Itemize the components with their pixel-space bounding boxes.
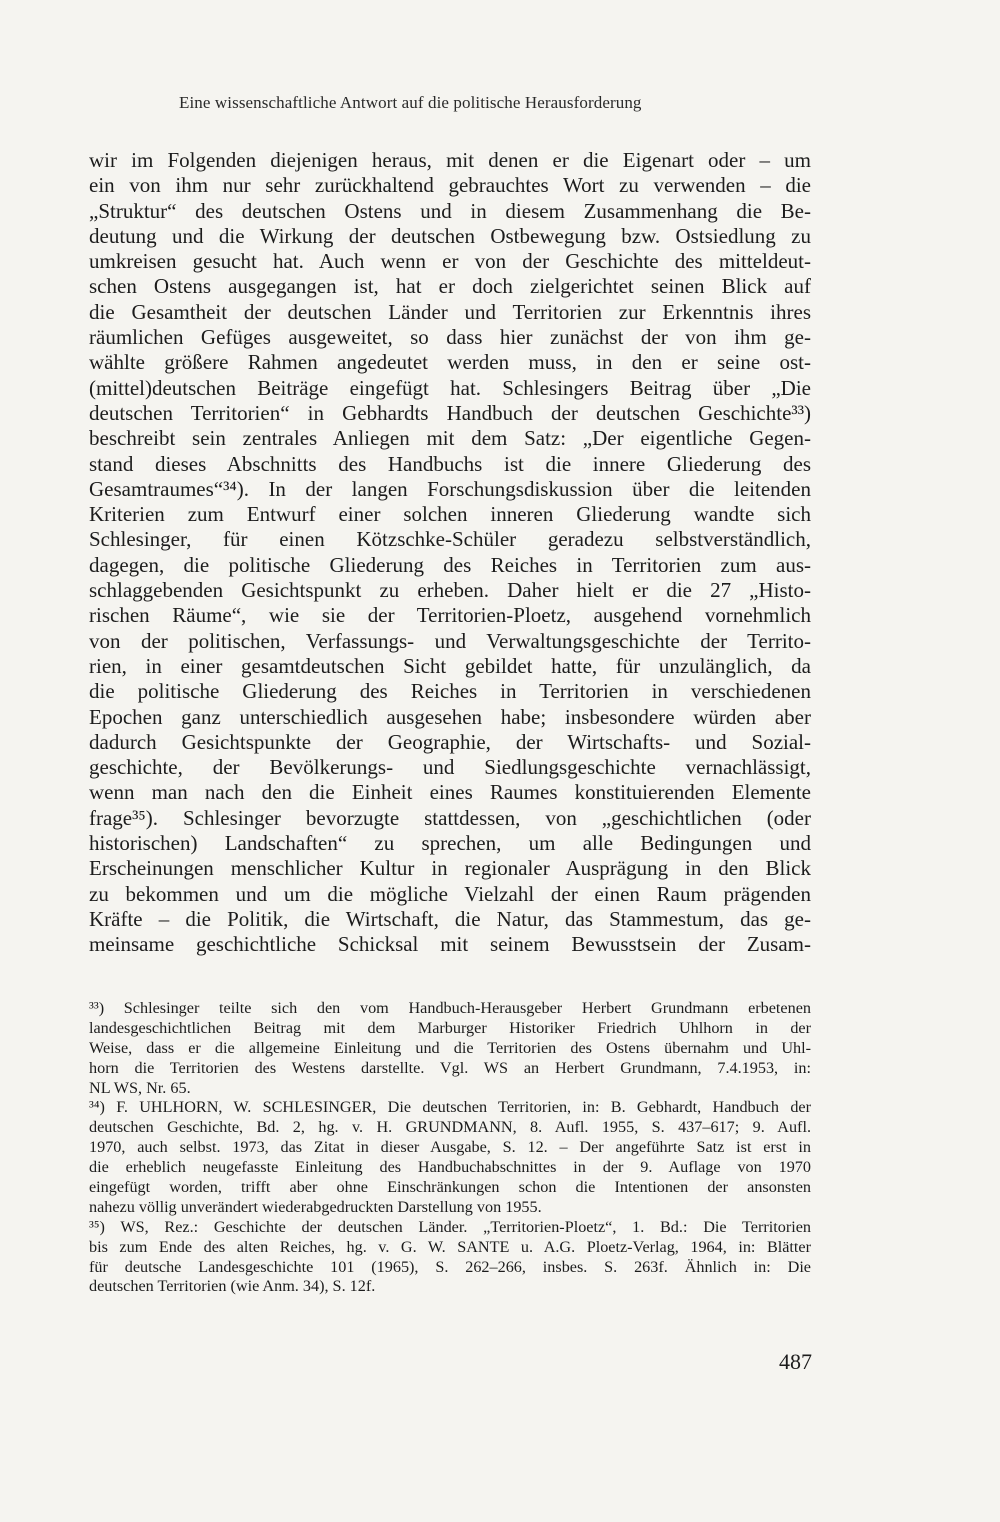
body-line: wenn man nach den die Einheit eines Raumes konstituierenden Elemente xyxy=(89,780,811,805)
body-line: deutschen Territorien“ in Gebhardts Handbuch der deutschen Geschichte³³) xyxy=(89,400,811,425)
body-line: ein von ihm nur sehr zurückhaltend gebrauchtes Wort zu verwenden – die xyxy=(89,173,811,198)
body-line: rischen Räume“, wie sie der Territorien-Ploetz, ausgehend vornehmlich xyxy=(89,603,811,628)
footnotes xyxy=(89,999,811,1297)
footnote-line: die erheblich neugefasste Einleitung des Handbuchabschnittes in der 9. Auflage von 1970 xyxy=(89,1158,811,1177)
running-head: Eine wissenschaftliche Antwort auf die politische Herausforderung xyxy=(179,93,642,112)
footnote-line: deutschen Geschichte, Bd. 2, hg. v. H. GRUNDMANN, 8. Aufl. 1955, S. 437–617; 9. Aufl. xyxy=(89,1118,811,1137)
body-line: die politische Gliederung des Reiches in Territorien in verschiedenen xyxy=(89,679,811,704)
footnote-line: deutschen Territorien (wie Anm. 34), S. 12f. xyxy=(89,1277,376,1296)
footnote-line: ³³) Schlesinger teilte sich den vom Handbuch-Herausgeber Herbert Grundmann erbetenen xyxy=(89,999,811,1017)
body-line: dagegen, die politische Gliederung des Reiches in Territorien zum aus- xyxy=(89,552,811,577)
body-text xyxy=(89,148,811,958)
footnote-line: Weise, dass er die allgemeine Einleitung und die Territorien des Ostens übernahm und Uhl- xyxy=(89,1038,811,1057)
footnote-line: eingefügt worden, trifft aber ohne Einschränkungen schon die Intentionen der ansonsten xyxy=(89,1178,811,1197)
body-line: beschreibt sein zentrales Anliegen mit dem Satz: „Der eigentliche Gegen- xyxy=(89,426,811,451)
page-number: 487 xyxy=(779,1349,812,1374)
footnote-line: NL WS, Nr. 65. xyxy=(89,1078,191,1097)
body-line: deutung und die Wirkung der deutschen Ostbewegung bzw. Ostsiedlung zu xyxy=(89,223,811,248)
body-line: wählte größere Rahmen angedeutet werden muss, in den er seine ost- xyxy=(89,350,811,375)
body-line: (mittel)deutschen Beiträge eingefügt hat. Schlesingers Beitrag über „Die xyxy=(89,375,811,400)
footnote-line: landesgeschichtlichen Beitrag mit dem Marburger Historiker Friedrich Uhlhorn in der xyxy=(89,1018,811,1037)
body-line: schlaggebenden Gesichtspunkt zu erheben. Daher hielt er die 27 „Histo- xyxy=(89,578,811,603)
footnote-line: für deutsche Landesgeschichte 101 (1965), S. 262–266, insbes. S. 263f. Ähnlich in: Die xyxy=(89,1257,811,1276)
body-line: „Struktur“ des deutschen Ostens und in diesem Zusammenhang die Be- xyxy=(89,198,811,223)
body-line: dadurch Gesichtspunkte der Geographie, der Wirtschafts- und Sozial- xyxy=(89,729,811,754)
footnote-line: ³⁴) F. UHLHORN, W. SCHLESINGER, Die deutschen Territorien, in: B. Gebhardt, Handbuch der xyxy=(89,1098,811,1117)
body-line: wir im Folgenden diejenigen heraus, mit denen er die Eigenart oder – um xyxy=(89,148,811,172)
body-line: frage³⁵). Schlesinger bevorzugte stattdessen, von „geschichtlichen (oder xyxy=(89,805,811,830)
body-line: zu bekommen und um die mögliche Vielzahl der einen Raum prägenden xyxy=(89,881,811,906)
body-line: von der politischen, Verfassungs- und Verwaltungsgeschichte der Territo- xyxy=(89,628,811,653)
body-line: Kräfte – die Politik, die Wirtschaft, die Natur, das Stammestum, das ge- xyxy=(89,906,811,931)
footnote-line: nahezu völlig unverändert wiederabgedruckten Darstellung von 1955. xyxy=(89,1197,542,1216)
body-line: rien, in einer gesamtdeutschen Sicht gebildet hatte, für unzulänglich, da xyxy=(89,653,811,678)
footnote-line: horn die Territorien des Westens darstellte. Vgl. WS an Herbert Grundmann, 7.4.1953, in: xyxy=(89,1058,811,1077)
body-line: Erscheinungen menschlicher Kultur in regionaler Ausprägung in den Blick xyxy=(89,856,811,881)
body-line: stand dieses Abschnitts des Handbuchs ist die innere Gliederung des xyxy=(89,451,811,476)
body-line: Schlesinger, für einen Kötzschke-Schüler geradezu selbstverständlich, xyxy=(89,527,811,552)
body-line: Gesamtraumes“³⁴). In der langen Forschungsdiskussion über die leitenden xyxy=(89,476,811,501)
footnote-line: ³⁵) WS, Rez.: Geschichte der deutschen Länder. „Territorien-Ploetz“, 1. Bd.: Die Territorien xyxy=(89,1217,811,1236)
body-line: die Gesamtheit der deutschen Länder und Territorien zur Erkenntnis ihres xyxy=(89,299,811,324)
body-line: schen Ostens ausgegangen ist, hat er doch zielgerichtet seinen Blick auf xyxy=(89,274,811,299)
body-line: Epochen ganz unterschiedlich ausgesehen habe; insbesondere würden aber xyxy=(89,704,811,729)
body-line: meinsame geschichtliche Schicksal mit seinem Bewusstsein der Zusam- xyxy=(89,932,811,957)
footnote-line: bis zum Ende des alten Reiches, hg. v. G. W. SANTE u. A.G. Ploetz-Verlag, 1964, in: Blätter xyxy=(89,1237,811,1256)
body-line: Kriterien zum Entwurf einer solchen inneren Gliederung wandte sich xyxy=(89,502,811,527)
body-line: geschichte, der Bevölkerungs- und Siedlungsgeschichte vernachlässigt, xyxy=(89,755,811,780)
body-line: räumlichen Gefüges ausgeweitet, so dass hier zunächst der von ihm ge- xyxy=(89,325,811,350)
body-line: historischen) Landschaften“ zu sprechen, um alle Bedingungen und xyxy=(89,831,811,856)
body-line: umkreisen gesucht hat. Auch wenn er von der Geschichte des mitteldeut- xyxy=(89,249,811,274)
footnote-line: 1970, auch selbst. 1973, das Zitat in dieser Ausgabe, S. 12. – Der angeführte Satz ist erst in xyxy=(89,1138,811,1157)
